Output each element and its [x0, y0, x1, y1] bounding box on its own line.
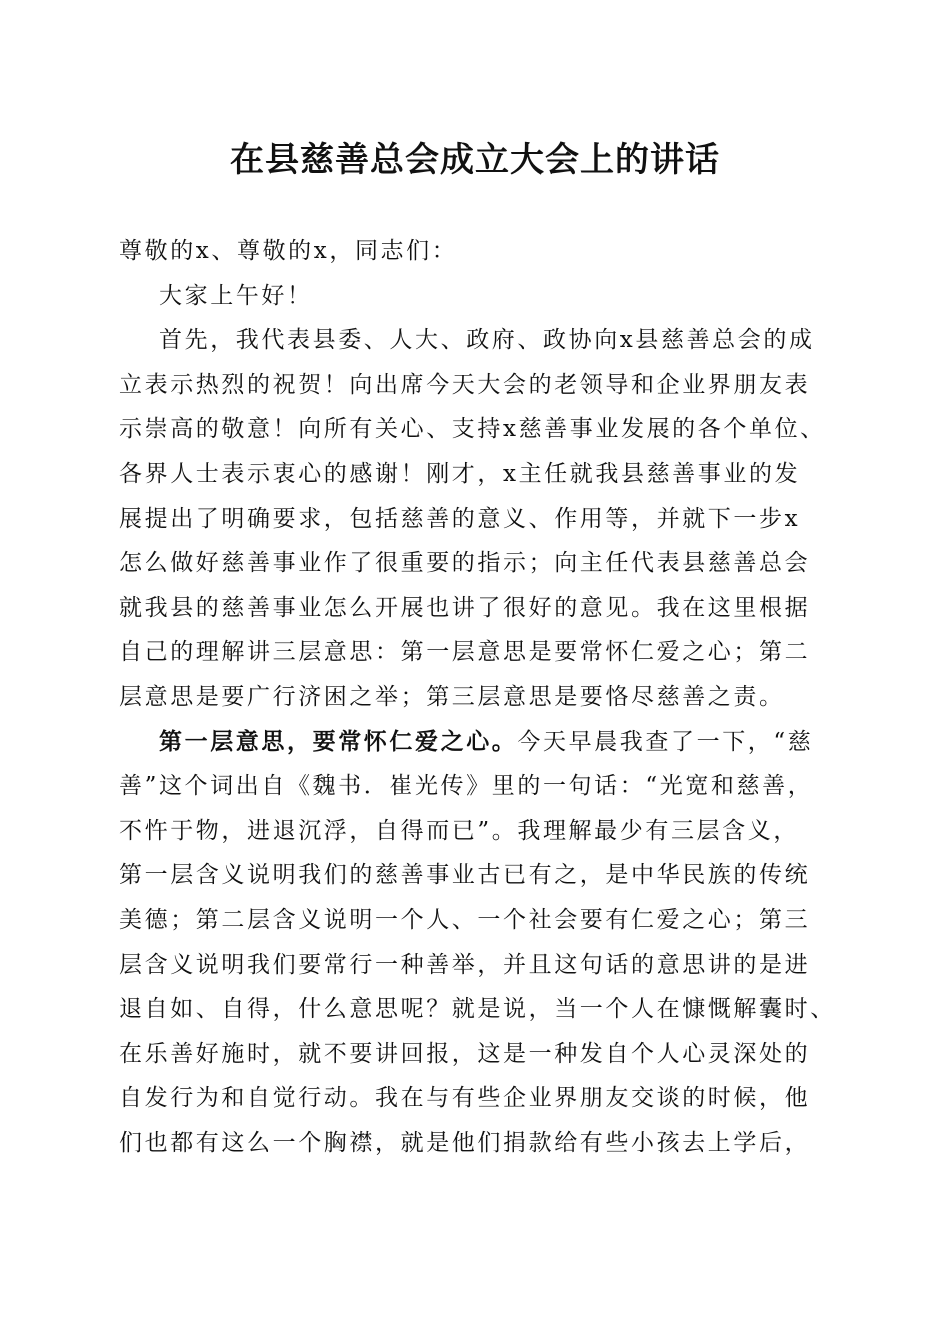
section-heading: 第一层意思，要常怀仁爱之心。 — [159, 727, 518, 755]
paragraph-line: 自己的理解讲三层意思：第一层意思是要常怀仁爱之心；第二 — [119, 639, 811, 666]
paragraph-line: 怎么做好慈善事业作了很重要的指示；向主任代表县慈善总会 — [119, 550, 811, 577]
paragraph-line: 第一层含义说明我们的慈善事业古已有之，是中华民族的传统 — [119, 862, 811, 889]
salutation: 尊敬的x、尊敬的x，同志们： — [119, 238, 458, 264]
paragraph-line: 不忤于物，进退沉浮，自得而已”。我理解最少有三层含义， — [119, 817, 799, 844]
paragraph-line — [119, 720, 831, 765]
paragraph-line: 善”这个词出自《魏书．崔光传》里的一句话：“光宽和慈善， — [119, 773, 814, 800]
greeting: 大家上午好！ — [159, 282, 313, 309]
paragraph-line: 展提出了明确要求，包括慈善的意义、作用等，并就下一步x — [119, 505, 801, 532]
paragraph-line: 立表示热烈的祝贺！向出席今天大会的老领导和企业界朋友表 — [119, 371, 811, 398]
paragraph-line: 各界人士表示衷心的感谢！刚才，x主任就我县慈善事业的发 — [119, 460, 801, 487]
page-title: 在县慈善总会成立大会上的讲话 — [230, 140, 720, 180]
paragraph-line: 美德；第二层含义说明一个人、一个社会要有仁爱之心；第三 — [119, 906, 811, 933]
paragraph-text: 今天早晨我查了一下，“慈 — [517, 728, 814, 755]
paragraph-line: 层意思是要广行济困之举；第三层意思是要恪尽慈善之责。 — [119, 683, 785, 710]
paragraph-1 — [119, 318, 831, 719]
paragraph-line: 首先，我代表县委、人大、政府、政协向x县慈善总会的成 — [159, 327, 815, 354]
paragraph-2 — [119, 720, 836, 1166]
paragraph-line: 层含义说明我们要常行一种善举，并且这句话的意思讲的是进 — [119, 951, 811, 978]
paragraph-line: 自发行为和自觉行动。我在与有些企业界朋友交谈的时候，他 — [119, 1085, 811, 1112]
paragraph-line: 就我县的慈善事业怎么开展也讲了很好的意见。我在这里根据 — [119, 594, 811, 621]
paragraph-line: 示崇高的敬意！向所有关心、支持x慈善事业发展的各个单位、 — [119, 416, 826, 443]
paragraph-line: 在乐善好施时，就不要讲回报，这是一种发自个人心灵深处的 — [119, 1040, 811, 1067]
paragraph-line: 们也都有这么一个胸襟，就是他们捐款给有些小孩去上学后， — [119, 1129, 811, 1156]
paragraph-line: 退自如、自得，什么意思呢？就是说，当一个人在慷慨解囊时、 — [119, 996, 836, 1023]
speech-body — [119, 229, 836, 1165]
